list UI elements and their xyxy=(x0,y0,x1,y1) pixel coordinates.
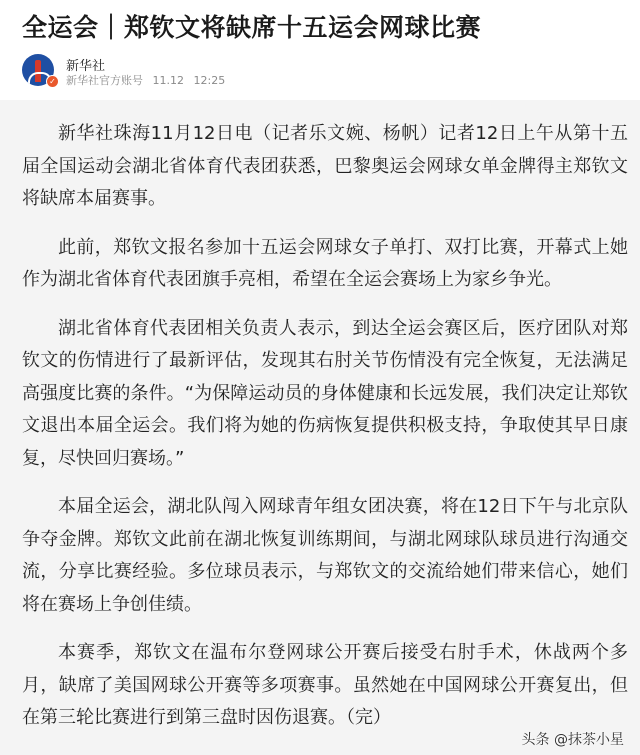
article-paragraph: 本届全运会，湖北队闯入网球青年组女团决赛，将在12日下午与北京队争夺金牌。郑钦文此前在湖北恢复训练期间，与湖北网球队球员进行沟通交流，分享比赛经验。多位球员表示，与郑钦文的交流给她们带来信心，她们将在赛场上争创佳绩。 xyxy=(22,496,628,615)
publish-date: 11.12 xyxy=(152,74,184,87)
source-account-type: 新华社官方账号 xyxy=(66,74,143,87)
article-paragraph: 新华社珠海11月12日电（记者乐文婉、杨帆）记者12日上午从第十五届全国运动会湖北省体育代表团获悉，巴黎奥运会网球女单金牌得主郑钦文将缺席本届赛事。 xyxy=(22,123,628,209)
watermark: 头条 @抹茶小星 xyxy=(521,732,624,748)
article-title: 全运会｜郑钦文将缺席十五运会网球比赛 xyxy=(22,13,482,42)
publish-time: 12:25 xyxy=(193,74,226,87)
source-meta xyxy=(66,72,225,88)
article-header xyxy=(0,0,640,100)
article-body xyxy=(22,118,628,751)
source-name[interactable]: 新华社 xyxy=(66,59,106,74)
verified-badge-icon: ✓ xyxy=(46,75,59,88)
article-paragraph: 本赛季，郑钦文在温布尔登网球公开赛后接受右肘手术，休战两个多月，缺席了美国网球公开赛等多项赛事。虽然她在中国网球公开赛复出，但在第三轮比赛进行到第三盘时因伤退赛。（完） xyxy=(22,642,628,728)
article-paragraph: 湖北省体育代表团相关负责人表示，到达全运会赛区后，医疗团队对郑钦文的伤情进行了最新评估，发现其右肘关节伤情没有完全恢复，无法满足高强度比赛的条件。“为保障运动员的身体健康和长远发展，我们决定让郑钦文退出本届全运会。我们将为她的伤病恢复提供积极支持，争取使其早日康复，尽快回归赛场。” xyxy=(22,317,628,469)
article-paragraph: 此前，郑钦文报名参加十五运会网球女子单打、双打比赛，开幕式上她作为湖北省体育代表团旗手亮相，希望在全运会赛场上为家乡争光。 xyxy=(22,236,628,290)
